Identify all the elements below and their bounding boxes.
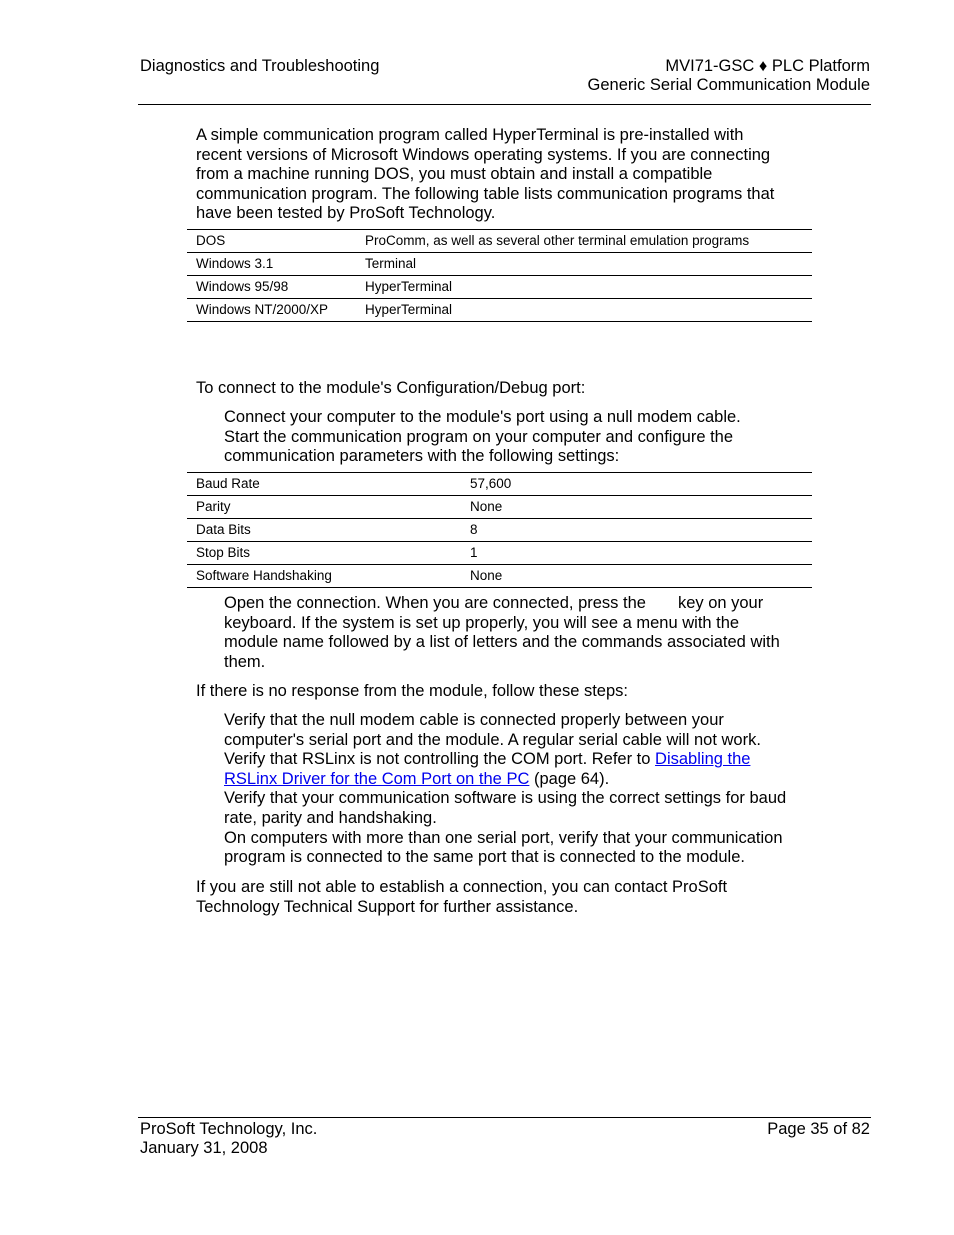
setting-value-cell: 1 — [461, 542, 812, 565]
table-row — [187, 253, 812, 276]
step-line — [224, 770, 786, 790]
header-section-title: Diagnostics and Troubleshooting — [140, 57, 380, 75]
table-row — [187, 565, 812, 588]
disabling-rslinx-driver-link[interactable]: Disabling the — [655, 750, 751, 769]
step-line: Connect your computer to the module's port using a null modem cable. — [224, 408, 741, 426]
step-line: Verify that the null modem cable is connected properly between your — [224, 711, 724, 729]
connect-steps — [224, 408, 741, 467]
os-cell: Windows NT/2000/XP — [187, 299, 356, 322]
header-rule — [138, 104, 871, 105]
intro-line: from a machine running DOS, you must obtain and install a compatible — [196, 165, 713, 184]
step-line: On computers with more than one serial port, verify that your communication — [224, 828, 783, 847]
step-text: Verify that RSLinx is not controlling the COM port. Refer to — [224, 750, 651, 769]
setting-name-cell: Software Handshaking — [187, 565, 461, 588]
setting-value-cell: 57,600 — [461, 473, 812, 496]
table-row — [187, 230, 812, 253]
header-product-line2: Generic Serial Communication Module — [587, 76, 870, 94]
step-line: module name followed by a list of letters and the commands associated with — [224, 633, 780, 652]
program-cell: Terminal — [356, 253, 812, 276]
troubleshoot-steps — [224, 711, 786, 868]
footer-left — [140, 1120, 317, 1158]
closing-line: Technology Technical Support for further assistance. — [196, 897, 579, 916]
no-response-heading: If there is no response from the module, follow these steps: — [196, 682, 628, 700]
step-line: keyboard. If the system is set up properly, you will see a menu with the — [224, 613, 740, 632]
connect-heading: To connect to the module's Configuration/Debug port: — [196, 379, 586, 397]
intro-paragraph — [196, 126, 774, 224]
setting-value-cell: None — [461, 565, 812, 588]
footer-date: January 31, 2008 — [140, 1139, 268, 1157]
table-row — [187, 473, 812, 496]
program-cell: HyperTerminal — [356, 276, 812, 299]
setting-name-cell: Data Bits — [187, 519, 461, 542]
footer-company: ProSoft Technology, Inc. — [140, 1120, 318, 1138]
step-line: communication parameters with the following settings: — [224, 447, 620, 466]
setting-value-cell: None — [461, 496, 812, 519]
step-line: computer's serial port and the module. A regular serial cable will not work. — [224, 730, 761, 749]
table-row — [187, 276, 812, 299]
intro-line: A simple communication program called HyperTerminal is pre-installed with — [196, 126, 744, 144]
setting-value-cell: 8 — [461, 519, 812, 542]
setting-name-cell: Stop Bits — [187, 542, 461, 565]
intro-line: recent versions of Microsoft Windows operating systems. If you are connecting — [196, 145, 771, 164]
table-row — [187, 519, 812, 542]
os-cell: Windows 95/98 — [187, 276, 356, 299]
program-cell: ProComm, as well as several other terminal emulation programs — [356, 230, 812, 253]
closing-line: If you are still not able to establish a connection, you can contact ProSoft — [196, 878, 728, 896]
disabling-rslinx-driver-link[interactable]: RSLinx Driver for the Com Port on the PC — [224, 769, 530, 788]
footer-rule — [138, 1117, 871, 1118]
intro-line: have been tested by ProSoft Technology. — [196, 204, 496, 223]
step-line: Verify that your communication software is using the correct settings for baud — [224, 789, 787, 808]
program-cell: HyperTerminal — [356, 299, 812, 322]
page-reference: (page 64). — [533, 769, 610, 788]
step-line — [224, 750, 786, 770]
os-cell: Windows 3.1 — [187, 253, 356, 276]
step-text: key on your — [677, 594, 764, 612]
os-cell: DOS — [187, 230, 356, 253]
table-row — [187, 299, 812, 322]
table-row — [187, 542, 812, 565]
table-row — [187, 496, 812, 519]
header-product — [588, 57, 870, 95]
setting-name-cell: Baud Rate — [187, 473, 461, 496]
setting-name-cell: Parity — [187, 496, 461, 519]
intro-line: communication program. The following table lists communication programs that — [196, 184, 775, 203]
step-line: them. — [224, 652, 266, 671]
open-connection-step — [224, 594, 780, 672]
settings-table — [187, 472, 812, 588]
step-line: Start the communication program on your computer and configure the — [224, 427, 734, 446]
programs-table — [187, 229, 812, 322]
step-line: program is connected to the same port that is connected to the module. — [224, 848, 745, 867]
header-product-line1: MVI71-GSC ♦ PLC Platform — [665, 57, 870, 75]
footer-page-number: Page 35 of 82 — [767, 1120, 870, 1138]
step-line — [224, 594, 780, 614]
step-text: Open the connection. When you are connected, press the — [224, 594, 646, 612]
step-line: rate, parity and handshaking. — [224, 808, 437, 827]
closing-paragraph — [196, 878, 727, 917]
